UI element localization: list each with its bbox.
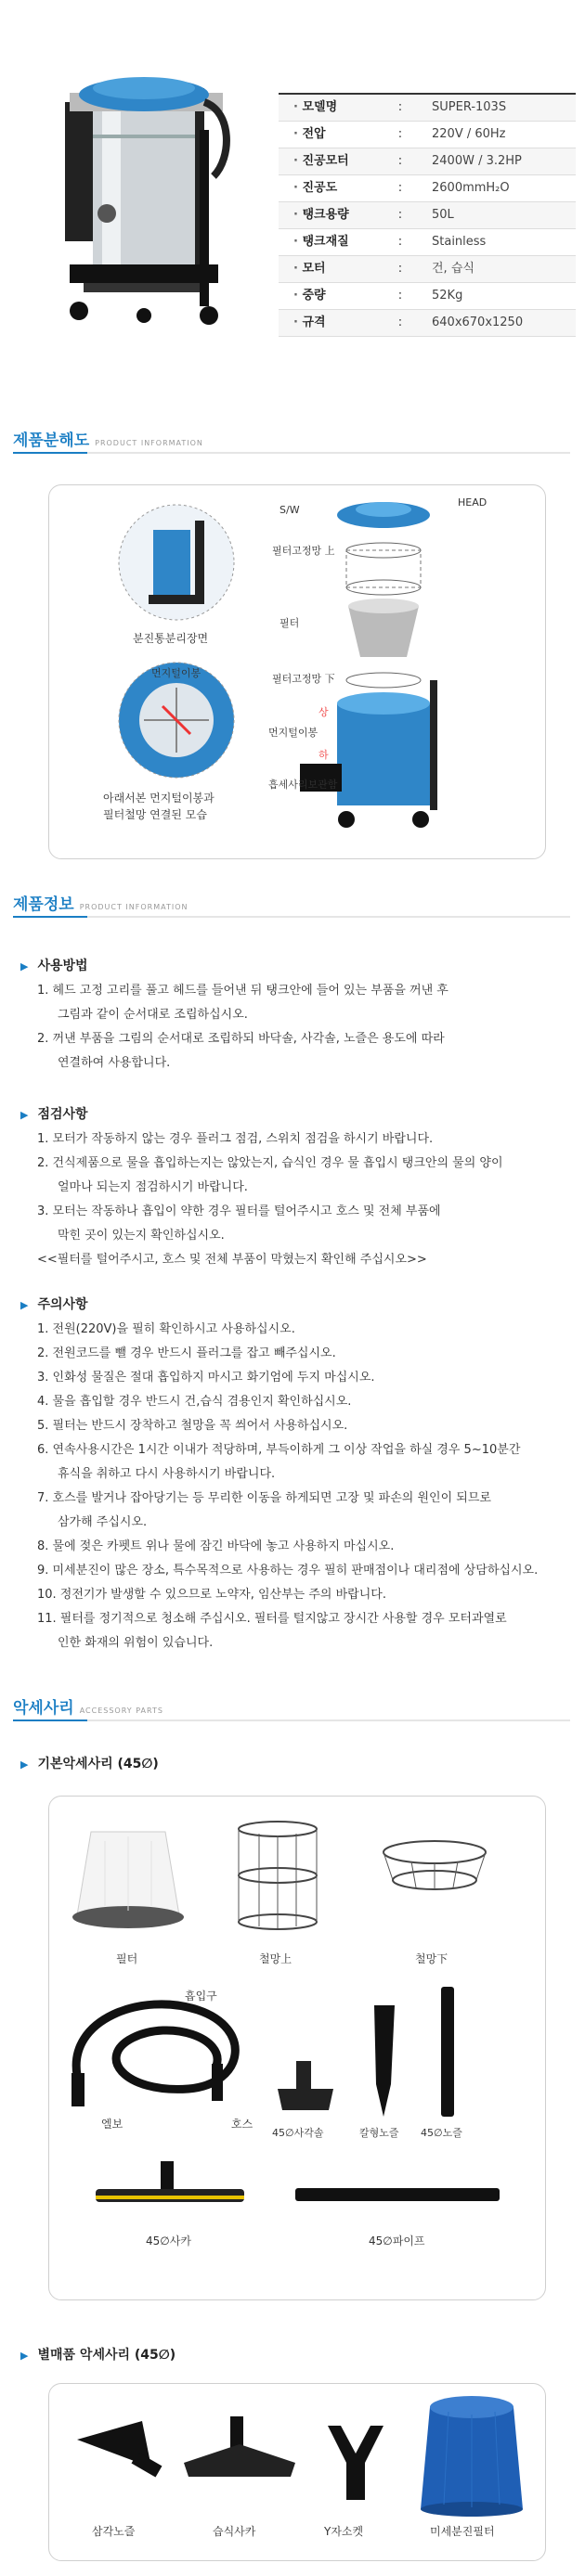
head-label: HEAD bbox=[458, 496, 488, 509]
accessory-label: 호스 bbox=[231, 2118, 254, 2131]
extra-accessory-panel bbox=[48, 2383, 546, 2561]
section-heading-exploded bbox=[13, 427, 570, 453]
mesh-lower-image bbox=[374, 1834, 495, 1926]
spec-key: · 모터 bbox=[279, 256, 382, 282]
spec-table bbox=[279, 93, 576, 337]
section-title: 제품분해도 bbox=[13, 431, 90, 450]
exploded-view-panel bbox=[48, 484, 546, 859]
caution-text: 1. 전원(220V)을 필히 확인하시고 사용하십시오. 2. 전원코드를 뺄 경우 반드시 플러그를 잡고 빼주십시오. 3. 인화성 물질은 절대 흡입하지 마시고 화기엄에 두지 마십시오. 4. 물을 흡입할 경우 반드시 건,습식 겸용인지 확인하십시오. 5. 필터는 반드시 장착하고 철망을 꼭 씌어서 사용하십시오. 6. 연속사용시간은 1시간 이내가 적당하며, 부득이하게 그 이상 작업을 하실 경우 5~10분간 휴식을 취하고 다시 사용하시기 바랍니다. 7. 호스를 발거나 잡아당기는 등 무리한 이동을 하게되면 고장 및 파손의 원인이 되므로 삼가해 주십시오. 8. 물에 젖은 카펫트 위나 물에 잠긴 바닥에 놓고 사용하지 마십시오. 9. 미세분진이 많은 장소, 특수목적으로 사용하는 경우 필히 판매점이나 대리점에 상담하십시오. 10. 정전기가 발생할 수 있으므로 노약자, 임산부는 주의 바랍니다. 11. 필터를 정기적으로 청소해 주십시오. 필터를 털지않고 장시간 사용할 경우 모터과열로 인한 화재의 위험이 있습니다. bbox=[37, 1322, 539, 1650]
vacuum-cleaner-image bbox=[28, 37, 251, 353]
spec-value: SUPER-103S bbox=[432, 100, 507, 114]
spec-row: · 탱크용량 : 50L bbox=[279, 202, 576, 229]
dust-pole-label: 먼지털이봉 bbox=[268, 727, 318, 739]
spec-key: · 규격 bbox=[279, 310, 382, 336]
spec-row: · 모델명 : SUPER-103S bbox=[279, 95, 576, 122]
caption-line-1: 아래서본 먼지털이봉과 bbox=[103, 792, 214, 805]
spec-row: · 진공모터 : 2400W / 3.2HP bbox=[279, 148, 576, 175]
spec-row: · 전압 : 220V / 60Hz bbox=[279, 122, 576, 148]
spec-value: 52Kg bbox=[432, 289, 463, 303]
spec-value: 2600mmH₂O bbox=[432, 181, 510, 195]
accessory-label: 철망下 bbox=[415, 1952, 448, 1965]
spec-row: · 탱크재질 : Stainless bbox=[279, 229, 576, 256]
accessory-label: 45∅노즐 bbox=[421, 2127, 462, 2139]
spec-key: · 모델명 bbox=[279, 95, 382, 121]
accessory-label: 엘보 bbox=[101, 2118, 124, 2131]
spec-row: · 중량 : 52Kg bbox=[279, 283, 576, 310]
filter-lower-label: 필터고정망 下 bbox=[272, 673, 335, 685]
section-title: 제품정보 bbox=[13, 895, 74, 914]
hose-image bbox=[58, 1982, 263, 2112]
triangle-nozzle-image bbox=[68, 2412, 170, 2505]
basic-accessory-heading: ▶ 기본악세사리 (45∅) bbox=[20, 1754, 159, 1772]
spec-value: 220V / 60Hz bbox=[432, 127, 506, 141]
spec-value: 50L bbox=[432, 208, 454, 222]
fine-dust-filter-image bbox=[411, 2389, 532, 2518]
accessory-label: 필터 bbox=[116, 1952, 138, 1965]
filter-upper-label: 필터고정망 上 bbox=[272, 545, 335, 557]
square-brush-image bbox=[268, 2056, 343, 2121]
caution-heading: ▶ 주의사항 bbox=[20, 1294, 88, 1313]
check-heading: ▶ 점검사항 bbox=[20, 1104, 88, 1123]
spec-row: · 모터 : 건, 습식 bbox=[279, 256, 576, 283]
sw-label: S/W bbox=[280, 504, 300, 516]
separation-label: 분진통분리장면 bbox=[133, 632, 209, 645]
spec-row: · 규격 : 640x670x1250 bbox=[279, 310, 576, 337]
basic-accessory-panel bbox=[48, 1796, 546, 2300]
spec-key: · 중량 bbox=[279, 283, 382, 309]
accessory-box-label: 흡세사리보관함 bbox=[268, 779, 338, 791]
accessory-label: 45∅사각솔 bbox=[272, 2127, 324, 2139]
y-socket-image bbox=[318, 2421, 393, 2505]
wet-squeegee-image bbox=[175, 2412, 305, 2505]
accessory-label: 칼형노즐 bbox=[359, 2127, 399, 2139]
spec-key: · 진공모터 bbox=[279, 148, 382, 174]
spec-key: · 전압 bbox=[279, 122, 382, 148]
spec-key: · 탱크재질 bbox=[279, 229, 382, 255]
usage-heading: ▶ 사용방법 bbox=[20, 956, 88, 974]
accessory-label: 철망上 bbox=[259, 1952, 292, 1965]
up-label: 상 bbox=[318, 706, 329, 718]
accessory-label: 미세분진필터 bbox=[430, 2525, 495, 2538]
spec-value: 640x670x1250 bbox=[432, 316, 524, 329]
accessory-label: 45∅파이프 bbox=[369, 2235, 425, 2248]
section-heading-accessory bbox=[13, 1694, 570, 1720]
product-hero bbox=[28, 37, 251, 353]
dust-pole-label-left: 먼지털이봉 bbox=[151, 667, 202, 679]
accessory-label: 습식사카 bbox=[213, 2525, 256, 2538]
accessory-label: Y자소켓 bbox=[324, 2525, 364, 2538]
usage-text: 1. 헤드 고정 고리를 풀고 헤드를 들어낸 뒤 탱크안에 들어 있는 부품을 꺼낸 후 그림과 같이 순서대로 조립하십시오. 2. 꺼낸 부품을 그림의 순서대로 조립하되 바닥솔, 사각솔, 노즐은 용도에 따라 연결하여 사용합니다. bbox=[37, 984, 448, 1070]
spec-key: · 진공도 bbox=[279, 175, 382, 201]
section-subtitle: ACCESSORY PARTS bbox=[79, 1707, 163, 1715]
mesh-upper-image bbox=[222, 1815, 333, 1936]
section-subtitle: PRODUCT INFORMATION bbox=[95, 439, 203, 447]
spec-value: Stainless bbox=[432, 235, 487, 249]
separation-photo bbox=[107, 502, 246, 623]
accessory-label: 45∅사카 bbox=[146, 2235, 191, 2248]
nozzle-image bbox=[430, 1982, 467, 2121]
spec-row: · 진공도 : 2600mmH₂O bbox=[279, 175, 576, 202]
spec-value: 건, 습식 bbox=[432, 262, 474, 276]
crevice-nozzle-image bbox=[356, 2001, 411, 2121]
accessory-label: 삼각노즐 bbox=[92, 2525, 136, 2538]
section-subtitle: PRODUCT INFORMATION bbox=[79, 903, 188, 911]
check-text: 1. 모터가 작동하지 않는 경우 플러그 점검, 스위치 점검을 하시기 바랍니다. 2. 건식제품으로 물을 흡입하는지는 않았는지, 습식인 경우 물 흡입시 탱크안의 물의 양이 얼마나 되는지 점검하시기 바랍니다. 3. 모터는 작동하나 흡입이 약한 경우 필터를 털어주시고 호스 및 전체 부품에 막힌 곳이 있는지 확인하십시오. <<필터를 털어주시고, 호스 및 전체 부품이 막혔는지 확인해 주십시오>> bbox=[37, 1132, 503, 1267]
squeegee-image bbox=[86, 2157, 254, 2222]
extra-accessory-heading: ▶ 별매품 악세사리 (45∅) bbox=[20, 2345, 176, 2363]
filter-image bbox=[68, 1813, 188, 1943]
spec-key: · 탱크용량 bbox=[279, 202, 382, 228]
down-label: 하 bbox=[318, 749, 329, 761]
pipe-image bbox=[291, 2177, 504, 2214]
caption-line-2: 필터철망 연결된 모습 bbox=[103, 808, 207, 821]
spec-value: 2400W / 3.2HP bbox=[432, 154, 522, 168]
filter-label: 필터 bbox=[280, 617, 300, 629]
section-heading-info bbox=[13, 891, 570, 917]
section-title: 악세사리 bbox=[13, 1699, 74, 1718]
accessory-label: 흡입구 bbox=[185, 1990, 217, 2003]
